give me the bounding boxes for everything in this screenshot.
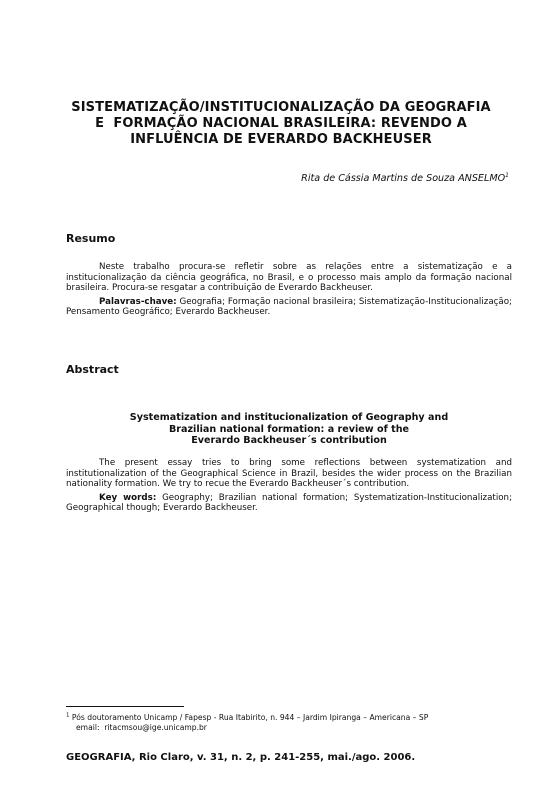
abstract-title-line: Brazilian national formation: a review of the (168, 423, 410, 435)
abstract-body (66, 458, 512, 517)
abstract-title (66, 412, 512, 447)
resumo-keywords (66, 297, 512, 318)
keywords-label: Key words: (99, 492, 157, 503)
resumo-heading: Resumo (66, 232, 116, 245)
resumo-body (66, 262, 512, 321)
footnote-mark: 1 (66, 712, 70, 719)
footnote-divider (66, 706, 184, 707)
keywords-text: Geography; Brazilian national formation; Systematization-Institucionalization; Geographical though; Everardo Backheuser. (66, 492, 512, 514)
keywords-label: Palavras-chave: (99, 296, 177, 307)
abstract-title-line: Systematization and institucionalization of Geography and (129, 412, 449, 423)
abstract-title-line: Everardo Backheuser´s contribution (191, 435, 387, 446)
abstract-heading: Abstract (66, 363, 119, 376)
article-title (66, 100, 496, 148)
title-line: SISTEMATIZAÇÃO/INSTITUCIONALIZAÇÃO DA GEOGRAFIA (71, 100, 491, 115)
footnote-line (66, 713, 516, 723)
abstract-keywords (66, 493, 512, 514)
title-line: INFLUÊNCIA DE EVERARDO BACKHEUSER (130, 132, 432, 147)
resumo-text: Neste trabalho procura-se refletir sobre as relações entre a sistematização e a institucionalização da ciência geográfica, no Brasil, e o processo mais amplo da formação nacional brasileira. Procura-se resgatar a contribuição de Everardo Backheuser. (66, 262, 512, 294)
author-name: Rita de Cássia Martins de Souza ANSELMO (301, 173, 506, 184)
keywords-text: Geografia; Formação nacional brasileira; Sistematização-Institucionalização; Pensamento Geográfico; Everardo Backheuser. (66, 296, 512, 318)
journal-citation: GEOGRAFIA, Rio Claro, v. 31, n. 2, p. 241-255, mai./ago. 2006. (66, 752, 416, 763)
footnote-email: email: ritacmsou@ige.unicamp.br (76, 722, 207, 732)
author-line (301, 173, 509, 184)
title-line: E FORMAÇÃO NACIONAL BRASILEIRA: REVENDO A (95, 116, 467, 131)
author-footnote-mark: 1 (505, 171, 509, 179)
abstract-text: The present essay tries to bring some reflections between systematization and institutionalization of the Geographical Science in Brazil, besides the wider process on the Brazilian nationality formation. We try to recue the Everardo Backheuser´s contribution. (66, 458, 512, 490)
footnote (66, 713, 516, 732)
footnote-text: Pós doutoramento Unicamp / Fapesp - Rua Itabirito, n. 944 – Jardim Ipiranga – Americana – SP (71, 713, 429, 722)
